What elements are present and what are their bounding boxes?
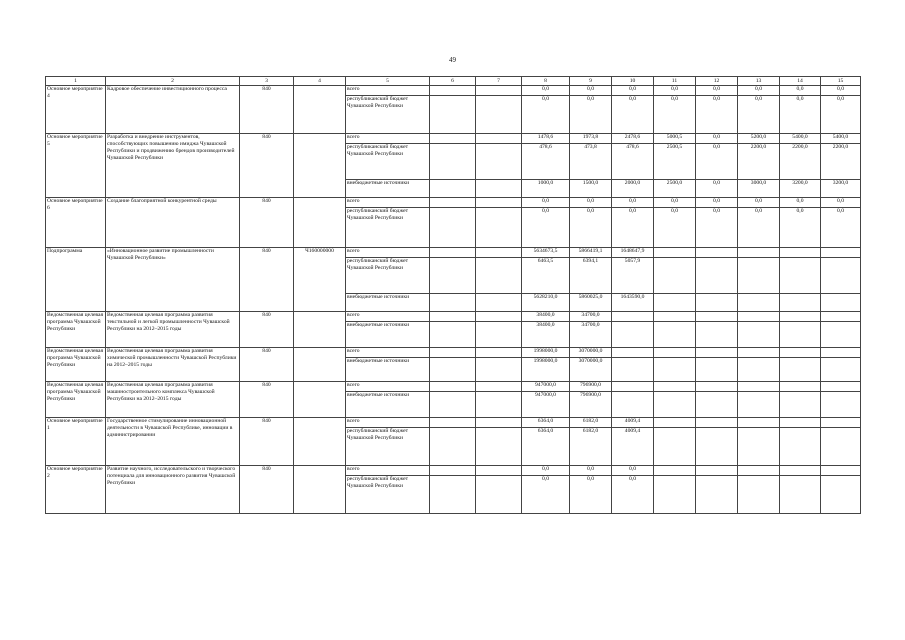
funding-source-cell: всего <box>346 86 430 96</box>
empty-cell <box>476 248 522 258</box>
amount-cell: 0,0 <box>738 86 780 96</box>
page-number: 49 <box>449 56 456 64</box>
funding-source-cell: внебюджетные источники <box>346 294 430 312</box>
amount-cell <box>821 382 861 392</box>
amount-cell: 0,0 <box>654 198 696 208</box>
amount-cell: 3000,0 <box>738 180 780 198</box>
program-name-cell: Разработка и внедрение инструментов, способствующих повышению имиджа Чувашской Республики и продвижению брендов производителей Чувашской Республики <box>106 134 240 198</box>
amount-cell: 0,0 <box>821 86 861 96</box>
amount-cell <box>780 348 821 358</box>
funding-source-cell: республиканский бюджет Чувашской Республики <box>346 96 430 134</box>
ministry-code-cell: 840 <box>240 382 294 418</box>
column-header: 1 <box>46 77 106 86</box>
empty-cell <box>430 312 476 322</box>
column-header: 10 <box>612 77 654 86</box>
amount-cell <box>780 382 821 392</box>
amount-cell: 796900,0 <box>570 382 612 392</box>
column-header: 11 <box>654 77 696 86</box>
amount-cell: 0,0 <box>696 198 738 208</box>
amount-cell: 0,0 <box>821 208 861 248</box>
amount-cell <box>738 294 780 312</box>
amount-cell: 0,0 <box>738 198 780 208</box>
table-body <box>46 86 861 514</box>
amount-cell: 38400,0 <box>522 312 570 322</box>
amount-cell: 0,0 <box>654 86 696 96</box>
amount-cell: 0,0 <box>522 466 570 476</box>
amount-cell: 0,0 <box>738 208 780 248</box>
amount-cell <box>612 312 654 322</box>
empty-cell <box>476 144 522 180</box>
amount-cell <box>696 428 738 466</box>
amount-cell: 6182,0 <box>570 418 612 428</box>
program-type-cell: Основное мероприятие 2 <box>46 466 106 514</box>
amount-cell <box>738 382 780 392</box>
amount-cell: 1000,0 <box>522 180 570 198</box>
amount-cell <box>821 466 861 476</box>
amount-cell <box>780 312 821 322</box>
amount-cell: 0,0 <box>522 96 570 134</box>
amount-cell <box>780 294 821 312</box>
amount-cell: 5400,0 <box>780 134 821 144</box>
amount-cell <box>738 466 780 476</box>
amount-cell: 3070000,0 <box>570 348 612 358</box>
amount-cell <box>821 428 861 466</box>
budget-code-cell <box>294 418 346 466</box>
funding-source-cell: всего <box>346 134 430 144</box>
amount-cell: 0,0 <box>780 208 821 248</box>
amount-cell: 0,0 <box>821 96 861 134</box>
amount-cell: 796900,0 <box>570 392 612 418</box>
amount-cell: 0,0 <box>522 198 570 208</box>
amount-cell: 5628210,0 <box>522 294 570 312</box>
amount-cell: 5634673,5 <box>522 248 570 258</box>
amount-cell: 0,0 <box>570 208 612 248</box>
amount-cell: 5200,0 <box>738 134 780 144</box>
table-row <box>46 418 861 428</box>
budget-code-cell <box>294 382 346 418</box>
table-row <box>46 248 861 258</box>
amount-cell: 34700,0 <box>570 312 612 322</box>
amount-cell: 6364,0 <box>522 428 570 466</box>
amount-cell <box>696 258 738 294</box>
amount-cell <box>612 382 654 392</box>
amount-cell <box>654 392 696 418</box>
budget-code-cell <box>294 312 346 348</box>
funding-source-cell: внебюджетные источники <box>346 392 430 418</box>
program-name-cell: Кадровое обеспечение инвестиционного процесса <box>106 86 240 134</box>
column-header: 3 <box>240 77 294 86</box>
amount-cell: 0,0 <box>780 86 821 96</box>
empty-cell <box>430 96 476 134</box>
empty-cell <box>430 418 476 428</box>
amount-cell <box>821 358 861 382</box>
amount-cell <box>696 294 738 312</box>
program-name-cell: «Инновационное развитие промышленности Чувашской Республики» <box>106 248 240 312</box>
amount-cell <box>612 348 654 358</box>
amount-cell: 0,0 <box>696 134 738 144</box>
amount-cell <box>821 392 861 418</box>
amount-cell: 0,0 <box>612 466 654 476</box>
empty-cell <box>430 428 476 466</box>
funding-source-cell: внебюджетные источники <box>346 358 430 382</box>
amount-cell <box>738 392 780 418</box>
amount-cell <box>780 476 821 514</box>
empty-cell <box>430 392 476 418</box>
amount-cell <box>738 358 780 382</box>
empty-cell <box>476 418 522 428</box>
amount-cell <box>780 428 821 466</box>
empty-cell <box>476 96 522 134</box>
amount-cell: 1998000,0 <box>522 358 570 382</box>
column-header: 12 <box>696 77 738 86</box>
ministry-code-cell: 840 <box>240 248 294 312</box>
amount-cell <box>738 418 780 428</box>
amount-cell <box>696 382 738 392</box>
amount-cell: 0,0 <box>570 86 612 96</box>
amount-cell: 0,0 <box>654 96 696 134</box>
amount-cell: 5866419,1 <box>570 248 612 258</box>
program-type-cell: Основное мероприятие 5 <box>46 134 106 198</box>
empty-cell <box>476 208 522 248</box>
amount-cell: 2200,0 <box>821 144 861 180</box>
amount-cell: 0,0 <box>522 208 570 248</box>
funding-source-cell: всего <box>346 198 430 208</box>
table-row <box>46 348 861 358</box>
program-type-cell: Ведомственная целевая программа Чувашской Республики <box>46 348 106 382</box>
amount-cell <box>738 312 780 322</box>
table-row <box>46 382 861 392</box>
ministry-code-cell: 840 <box>240 134 294 198</box>
empty-cell <box>430 86 476 96</box>
amount-cell <box>821 322 861 348</box>
amount-cell <box>821 294 861 312</box>
empty-cell <box>476 86 522 96</box>
amount-cell: 0,0 <box>654 208 696 248</box>
amount-cell: 0,0 <box>780 198 821 208</box>
amount-cell: 473,8 <box>570 144 612 180</box>
ministry-code-cell: 840 <box>240 348 294 382</box>
amount-cell <box>654 476 696 514</box>
amount-cell <box>821 248 861 258</box>
funding-source-cell: всего <box>346 312 430 322</box>
funding-source-cell: всего <box>346 418 430 428</box>
amount-cell: 0,0 <box>780 96 821 134</box>
ministry-code-cell: 840 <box>240 418 294 466</box>
amount-cell <box>738 322 780 348</box>
amount-cell <box>654 294 696 312</box>
amount-cell: 2500,0 <box>654 180 696 198</box>
empty-cell <box>476 466 522 476</box>
empty-cell <box>476 428 522 466</box>
amount-cell <box>780 248 821 258</box>
empty-cell <box>430 144 476 180</box>
amount-cell <box>654 348 696 358</box>
column-header: 14 <box>780 77 821 86</box>
empty-cell <box>476 134 522 144</box>
empty-cell <box>476 312 522 322</box>
table-row <box>46 86 861 96</box>
amount-cell: 0,0 <box>570 466 612 476</box>
amount-cell <box>654 322 696 348</box>
amount-cell: 2000,0 <box>612 180 654 198</box>
empty-cell <box>476 198 522 208</box>
amount-cell: 478,6 <box>522 144 570 180</box>
amount-cell: 478,6 <box>612 144 654 180</box>
amount-cell <box>654 418 696 428</box>
empty-cell <box>430 466 476 476</box>
funding-source-cell: всего <box>346 248 430 258</box>
empty-cell <box>476 180 522 198</box>
amount-cell: 2478,6 <box>612 134 654 144</box>
funding-source-cell: всего <box>346 382 430 392</box>
amount-cell: 0,0 <box>821 198 861 208</box>
empty-cell <box>476 348 522 358</box>
ministry-code-cell: 840 <box>240 86 294 134</box>
amount-cell: 0,0 <box>522 86 570 96</box>
program-name-cell: Создание благоприятной конкурентной среды <box>106 198 240 248</box>
empty-cell <box>430 208 476 248</box>
empty-cell <box>430 248 476 258</box>
program-type-cell: Подпрограмма <box>46 248 106 312</box>
amount-cell: 1998000,0 <box>522 348 570 358</box>
empty-cell <box>430 294 476 312</box>
program-name-cell: Ведомственная целевая программа развития текстильной и легкой промышленности Чувашской Республики на 2012–2015 годы <box>106 312 240 348</box>
amount-cell <box>654 382 696 392</box>
amount-cell: 0,0 <box>738 96 780 134</box>
amount-cell: 0,0 <box>612 208 654 248</box>
amount-cell: 0,0 <box>612 198 654 208</box>
program-name-cell: Ведомственная целевая программа развития химической промышленности Чувашской Республики на 2012–2015 годы <box>106 348 240 382</box>
amount-cell: 2200,0 <box>780 144 821 180</box>
amount-cell: 1500,0 <box>570 180 612 198</box>
amount-cell <box>696 322 738 348</box>
amount-cell <box>696 418 738 428</box>
amount-cell: 0,0 <box>570 96 612 134</box>
amount-cell <box>738 248 780 258</box>
amount-cell: 5860025,0 <box>570 294 612 312</box>
column-header: 7 <box>476 77 522 86</box>
budget-code-cell <box>294 86 346 134</box>
amount-cell: 0,0 <box>612 476 654 514</box>
amount-cell: 2500,5 <box>654 144 696 180</box>
amount-cell: 0,0 <box>696 208 738 248</box>
amount-cell: 0,0 <box>696 180 738 198</box>
amount-cell <box>612 358 654 382</box>
amount-cell <box>696 248 738 258</box>
empty-cell <box>430 358 476 382</box>
amount-cell: 0,0 <box>570 198 612 208</box>
budget-code-cell <box>294 198 346 248</box>
empty-cell <box>476 322 522 348</box>
amount-cell: 1478,6 <box>522 134 570 144</box>
empty-cell <box>430 476 476 514</box>
amount-cell: 5400,0 <box>821 134 861 144</box>
amount-cell: 0,0 <box>612 96 654 134</box>
column-header: 8 <box>522 77 570 86</box>
table-row <box>46 134 861 144</box>
budget-table <box>45 76 861 514</box>
amount-cell <box>780 418 821 428</box>
amount-cell: 3200,0 <box>821 180 861 198</box>
budget-code-cell <box>294 466 346 514</box>
amount-cell <box>654 358 696 382</box>
column-header: 4 <box>294 77 346 86</box>
amount-cell: 38400,0 <box>522 322 570 348</box>
amount-cell: 6394,1 <box>570 258 612 294</box>
amount-cell <box>696 476 738 514</box>
empty-cell <box>430 322 476 348</box>
empty-cell <box>430 258 476 294</box>
empty-cell <box>430 382 476 392</box>
funding-source-cell: внебюджетные источники <box>346 180 430 198</box>
amount-cell <box>696 392 738 418</box>
amount-cell <box>738 258 780 294</box>
amount-cell: 947000,0 <box>522 382 570 392</box>
table-row <box>46 466 861 476</box>
empty-cell <box>476 358 522 382</box>
amount-cell: 4009,4 <box>612 428 654 466</box>
funding-source-cell: всего <box>346 348 430 358</box>
column-header: 15 <box>821 77 861 86</box>
amount-cell: 1973,8 <box>570 134 612 144</box>
empty-cell <box>430 198 476 208</box>
table-row <box>46 198 861 208</box>
amount-cell <box>738 348 780 358</box>
funding-source-cell: республиканский бюджет Чувашской Республики <box>346 144 430 180</box>
column-header: 2 <box>106 77 240 86</box>
amount-cell <box>821 348 861 358</box>
amount-cell <box>612 322 654 348</box>
program-type-cell: Основное мероприятие 1 <box>46 418 106 466</box>
amount-cell <box>780 392 821 418</box>
amount-cell: 947000,0 <box>522 392 570 418</box>
program-type-cell: Ведомственная целевая программа Чувашской Республики <box>46 312 106 348</box>
amount-cell: 5057,9 <box>612 258 654 294</box>
empty-cell <box>476 392 522 418</box>
amount-cell <box>738 428 780 466</box>
amount-cell: 6364,0 <box>522 418 570 428</box>
ministry-code-cell: 840 <box>240 198 294 248</box>
amount-cell <box>821 258 861 294</box>
funding-source-cell: внебюджетные источники <box>346 322 430 348</box>
amount-cell <box>821 418 861 428</box>
empty-cell <box>476 382 522 392</box>
amount-cell <box>738 476 780 514</box>
amount-cell <box>612 392 654 418</box>
amount-cell: 5000,5 <box>654 134 696 144</box>
amount-cell <box>696 358 738 382</box>
amount-cell <box>696 312 738 322</box>
column-header: 5 <box>346 77 430 86</box>
amount-cell <box>654 248 696 258</box>
amount-cell <box>654 428 696 466</box>
amount-cell <box>780 466 821 476</box>
budget-code-cell: Ч160000000 <box>294 248 346 312</box>
amount-cell: 2200,0 <box>738 144 780 180</box>
column-header: 13 <box>738 77 780 86</box>
empty-cell <box>476 258 522 294</box>
amount-cell: 6463,5 <box>522 258 570 294</box>
amount-cell: 4009,4 <box>612 418 654 428</box>
funding-source-cell: всего <box>346 466 430 476</box>
amount-cell <box>654 466 696 476</box>
funding-source-cell: республиканский бюджет Чувашской Республики <box>346 258 430 294</box>
amount-cell <box>696 348 738 358</box>
program-type-cell: Ведомственная целевая программа Чувашской Республики <box>46 382 106 418</box>
program-name-cell: Ведомственная целевая программа развития машиностроительного комплекса Чувашской Республики на 2012–2015 годы <box>106 382 240 418</box>
program-name-cell: Развитие научного, исследовательского и творческого потенциала для инновационного развития Чувашской Республики <box>106 466 240 514</box>
amount-cell: 0,0 <box>696 96 738 134</box>
amount-cell: 3070000,0 <box>570 358 612 382</box>
empty-cell <box>430 180 476 198</box>
amount-cell: 6182,0 <box>570 428 612 466</box>
amount-cell <box>780 258 821 294</box>
column-header: 6 <box>430 77 476 86</box>
amount-cell: 34700,0 <box>570 322 612 348</box>
program-type-cell: Основное мероприятие 4 <box>46 86 106 134</box>
empty-cell <box>476 476 522 514</box>
empty-cell <box>476 294 522 312</box>
amount-cell <box>696 466 738 476</box>
program-type-cell: Основное мероприятие 6 <box>46 198 106 248</box>
budget-code-cell <box>294 348 346 382</box>
amount-cell: 0,0 <box>570 476 612 514</box>
amount-cell <box>780 358 821 382</box>
amount-cell <box>780 322 821 348</box>
amount-cell: 0,0 <box>696 144 738 180</box>
table-row <box>46 312 861 322</box>
program-name-cell: Государственное стимулирование инновационной деятельности в Чувашской Республике, инновации в администрировании <box>106 418 240 466</box>
amount-cell <box>654 312 696 322</box>
header-row <box>46 77 861 86</box>
empty-cell <box>430 134 476 144</box>
amount-cell: 0,0 <box>696 86 738 96</box>
amount-cell: 3200,0 <box>780 180 821 198</box>
funding-source-cell: республиканский бюджет Чувашской Республики <box>346 476 430 514</box>
ministry-code-cell: 840 <box>240 312 294 348</box>
amount-cell <box>821 476 861 514</box>
amount-cell: 1643590,0 <box>612 294 654 312</box>
amount-cell: 0,0 <box>612 86 654 96</box>
amount-cell <box>654 258 696 294</box>
column-header: 9 <box>570 77 612 86</box>
ministry-code-cell: 840 <box>240 466 294 514</box>
amount-cell: 0,0 <box>522 476 570 514</box>
funding-source-cell: республиканский бюджет Чувашской Республики <box>346 208 430 248</box>
funding-source-cell: республиканский бюджет Чувашской Республики <box>346 428 430 466</box>
budget-code-cell <box>294 134 346 198</box>
amount-cell: 1648647,9 <box>612 248 654 258</box>
amount-cell <box>821 312 861 322</box>
empty-cell <box>430 348 476 358</box>
